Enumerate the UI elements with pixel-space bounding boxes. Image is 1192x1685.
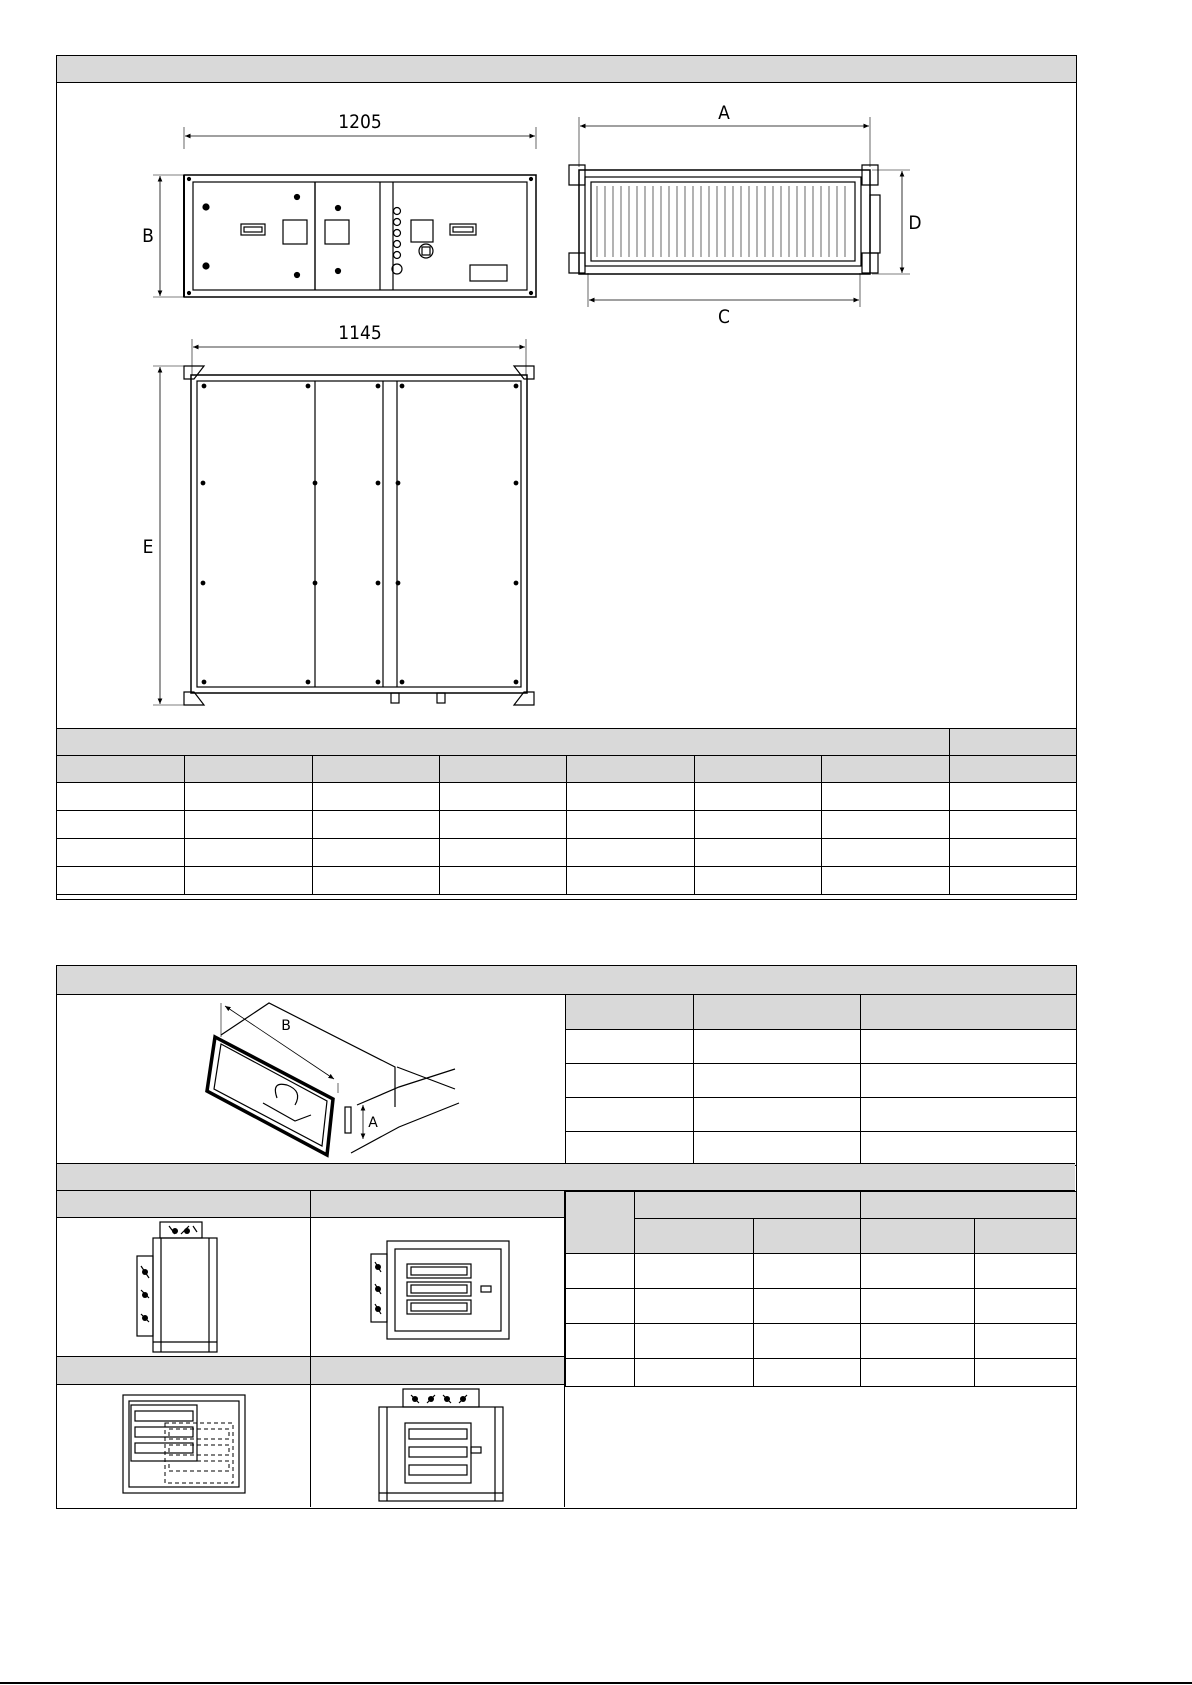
flange-row bbox=[566, 1030, 1077, 1064]
config-cell bbox=[861, 1254, 975, 1289]
flange-cell bbox=[566, 1064, 694, 1098]
config-group-header bbox=[566, 1192, 635, 1254]
table-cell bbox=[695, 867, 822, 895]
table-cell bbox=[439, 867, 567, 895]
table-row bbox=[57, 867, 1077, 895]
table-cell bbox=[312, 867, 439, 895]
flange-row bbox=[566, 1064, 1077, 1098]
flange-cell bbox=[693, 1064, 861, 1098]
config-top-inlet-drawing bbox=[311, 1385, 565, 1507]
connections-section bbox=[56, 965, 1077, 1509]
config-row bbox=[566, 1254, 1077, 1289]
table-cell bbox=[822, 839, 950, 867]
config-side-inlet-drawing bbox=[57, 1218, 311, 1357]
table-header-narrow bbox=[950, 729, 1077, 756]
config-cell bbox=[566, 1289, 635, 1324]
dimensions-table bbox=[56, 728, 1077, 895]
top-width-label: 1145 bbox=[338, 322, 382, 344]
config-cell bbox=[753, 1359, 861, 1387]
config-label-2 bbox=[311, 1191, 565, 1218]
flange-cell bbox=[566, 1030, 694, 1064]
table-cell bbox=[184, 783, 312, 811]
table-cell bbox=[950, 811, 1077, 839]
table-row bbox=[57, 811, 1077, 839]
flange-column-header bbox=[693, 995, 861, 1030]
config-row bbox=[566, 1324, 1077, 1359]
flange-cell bbox=[861, 1132, 1077, 1166]
config-sub-header bbox=[861, 1219, 975, 1254]
config-table bbox=[565, 1191, 1077, 1387]
table-cell bbox=[950, 783, 1077, 811]
config-sub-header bbox=[975, 1219, 1077, 1254]
config-cell bbox=[861, 1289, 975, 1324]
config-cell bbox=[861, 1359, 975, 1387]
table-cell bbox=[695, 839, 822, 867]
front-width-label: 1205 bbox=[338, 111, 382, 133]
table-cell bbox=[57, 839, 185, 867]
flange-cell bbox=[861, 1098, 1077, 1132]
table-cell bbox=[312, 783, 439, 811]
config-front-inlet-drawing bbox=[311, 1218, 565, 1357]
config-cell bbox=[634, 1254, 753, 1289]
flange-cell bbox=[566, 1098, 694, 1132]
flange-column-header bbox=[566, 995, 694, 1030]
table-cell bbox=[439, 811, 567, 839]
config-cell bbox=[975, 1289, 1077, 1324]
table-cell bbox=[57, 811, 185, 839]
table-column-header bbox=[695, 756, 822, 783]
flange-row bbox=[566, 1098, 1077, 1132]
connections-header bbox=[57, 966, 1076, 995]
config-label-1 bbox=[57, 1191, 311, 1218]
side-height-label: D bbox=[908, 212, 922, 234]
front-height-label: B bbox=[142, 225, 154, 247]
flange-column-header bbox=[861, 995, 1077, 1030]
table-cell bbox=[567, 839, 695, 867]
table-row bbox=[57, 783, 1077, 811]
table-column-header bbox=[57, 756, 185, 783]
config-note bbox=[565, 1386, 1075, 1506]
config-group-header bbox=[861, 1192, 1077, 1219]
config-cell bbox=[634, 1324, 753, 1359]
front-view-drawing bbox=[153, 127, 536, 297]
config-cell bbox=[566, 1324, 635, 1359]
flange-row bbox=[566, 1132, 1077, 1166]
config-cell bbox=[753, 1324, 861, 1359]
config-row bbox=[566, 1359, 1077, 1387]
table-column-header bbox=[950, 756, 1077, 783]
config-image-cell bbox=[311, 1385, 565, 1507]
table-cell bbox=[57, 783, 185, 811]
table-cell bbox=[950, 867, 1077, 895]
table-cell bbox=[184, 811, 312, 839]
table-cell bbox=[695, 811, 822, 839]
table-cell bbox=[567, 867, 695, 895]
table-header-wide bbox=[57, 729, 950, 756]
config-cell bbox=[753, 1254, 861, 1289]
flange-cell bbox=[693, 1098, 861, 1132]
flange-table bbox=[565, 994, 1077, 1166]
top-view-drawing bbox=[153, 339, 534, 705]
config-cell bbox=[975, 1324, 1077, 1359]
config-image-cell bbox=[311, 1218, 565, 1357]
page-footer-rule bbox=[0, 1682, 1192, 1684]
table-cell bbox=[567, 811, 695, 839]
flange-diagram bbox=[57, 995, 565, 1165]
flange-length-label: B bbox=[281, 1018, 291, 1034]
config-sub-header bbox=[634, 1219, 753, 1254]
flange-cell bbox=[861, 1064, 1077, 1098]
dimensions-section bbox=[56, 55, 1077, 900]
flange-height-label: A bbox=[368, 1115, 378, 1131]
config-cell bbox=[566, 1359, 635, 1387]
table-cell bbox=[567, 783, 695, 811]
config-cell bbox=[566, 1254, 635, 1289]
configurations-subheader bbox=[57, 1163, 1075, 1191]
side-view-drawing bbox=[569, 117, 910, 307]
table-cell bbox=[439, 783, 567, 811]
coil-fins bbox=[597, 186, 845, 257]
table-column-header bbox=[184, 756, 312, 783]
config-image-cell bbox=[57, 1385, 311, 1507]
config-cell bbox=[975, 1359, 1077, 1387]
table-cell bbox=[312, 839, 439, 867]
table-cell bbox=[184, 839, 312, 867]
side-bottom-label: C bbox=[718, 306, 730, 328]
config-cell bbox=[634, 1359, 753, 1387]
flange-cell bbox=[566, 1132, 694, 1166]
config-label-3 bbox=[57, 1357, 311, 1385]
config-group-header bbox=[634, 1192, 861, 1219]
unit-drawings bbox=[57, 83, 1075, 733]
config-row bbox=[566, 1289, 1077, 1324]
table-column-header bbox=[312, 756, 439, 783]
table-cell bbox=[822, 811, 950, 839]
table-cell bbox=[822, 867, 950, 895]
config-cell bbox=[861, 1324, 975, 1359]
table-column-header bbox=[822, 756, 950, 783]
flange-cell bbox=[693, 1132, 861, 1166]
table-column-header bbox=[567, 756, 695, 783]
table-cell bbox=[57, 867, 185, 895]
table-cell bbox=[312, 811, 439, 839]
table-cell bbox=[439, 839, 567, 867]
table-cell bbox=[184, 867, 312, 895]
table-row bbox=[57, 839, 1077, 867]
config-cell bbox=[634, 1289, 753, 1324]
config-sub-header bbox=[753, 1219, 861, 1254]
table-cell bbox=[950, 839, 1077, 867]
config-label-4 bbox=[311, 1357, 565, 1385]
flange-cell bbox=[861, 1030, 1077, 1064]
config-cell bbox=[975, 1254, 1077, 1289]
config-image-cell bbox=[57, 1218, 311, 1357]
dimensions-header bbox=[57, 56, 1076, 83]
table-cell bbox=[822, 783, 950, 811]
top-height-label: E bbox=[142, 536, 154, 558]
flange-cell bbox=[693, 1030, 861, 1064]
side-top-label: A bbox=[718, 102, 730, 124]
table-column-header bbox=[439, 756, 567, 783]
config-cell bbox=[753, 1289, 861, 1324]
config-rear-inlet-drawing bbox=[57, 1385, 311, 1507]
table-cell bbox=[695, 783, 822, 811]
